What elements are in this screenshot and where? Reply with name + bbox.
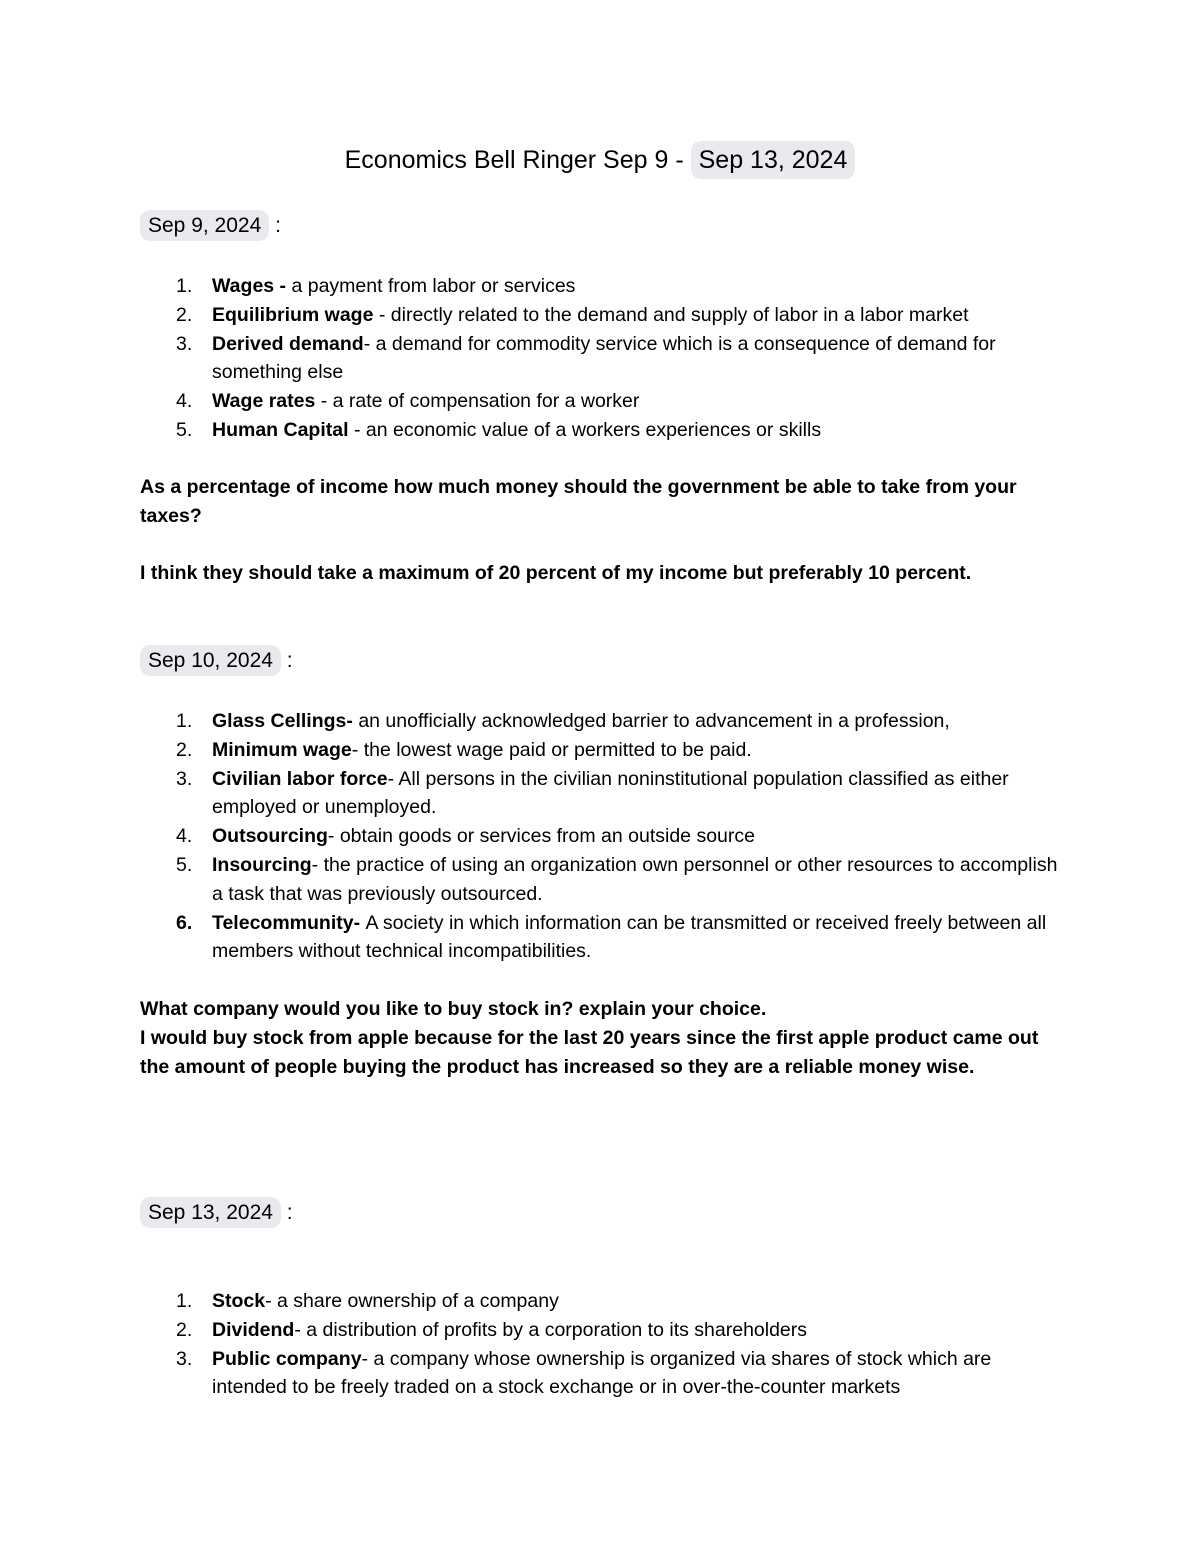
list-number: 5. — [176, 853, 193, 876]
definition: - a share ownership of a company — [265, 1290, 559, 1312]
section-date-heading — [140, 210, 281, 242]
definition: - obtain goods or services from an outside source — [327, 825, 755, 848]
definition: - All persons in the civilian noninstitutional population classified as either employed or unemployed. — [212, 767, 1009, 819]
list-number: 1. — [176, 275, 193, 297]
term: Wage rates — [212, 390, 316, 413]
date-suffix: : — [280, 649, 293, 672]
section-date-heading — [140, 1197, 293, 1229]
question: What company would you like to buy stock in? explain your choice. — [140, 998, 767, 1020]
list-item — [140, 851, 1070, 909]
list-item — [140, 909, 1070, 967]
title-text: Economics Bell Ringer Sep 9 - — [344, 146, 691, 174]
definition: A society in which information can be transmitted or received freely between all members without technical incompatibilities. — [212, 911, 1047, 963]
title-date-chip[interactable]: Sep 13, 2024 — [691, 141, 856, 179]
list-number: 4. — [176, 825, 193, 848]
list-item — [140, 1345, 1070, 1403]
term: Outsourcing — [212, 825, 328, 848]
list-item — [140, 736, 1070, 765]
term: Insourcing — [212, 853, 312, 876]
list-item — [140, 387, 1070, 416]
term-list — [140, 1287, 1070, 1402]
section-date-heading — [140, 645, 293, 677]
list-item — [140, 301, 1070, 330]
definition: a payment from labor or services — [291, 275, 576, 297]
list-item — [140, 272, 1070, 301]
term: Dividend — [212, 1318, 295, 1341]
definition: - the practice of using an organization own personnel or other resources to accomplish a task that was previously outsourced. — [212, 853, 1058, 905]
list-item — [140, 416, 1070, 445]
list-number: 4. — [176, 390, 193, 413]
term: Equilibrium wage — [212, 303, 374, 326]
term: Derived demand — [212, 332, 364, 355]
answer: I would buy stock from apple because for the last 20 years since the first apple product came out the amount of people buying the product has increased so they are a reliable money wise. — [140, 1027, 1039, 1078]
list-number: 5. — [176, 418, 193, 441]
date-chip[interactable]: Sep 13, 2024 — [140, 1197, 281, 1228]
term: Stock — [212, 1290, 266, 1312]
list-number: 1. — [176, 710, 193, 732]
term: Minimum wage — [212, 738, 352, 761]
term-list — [140, 707, 1070, 966]
list-number: 1. — [176, 1290, 193, 1312]
definition: an unofficially acknowledged barrier to advancement in a profession, — [358, 710, 950, 732]
document-title — [0, 140, 1200, 180]
term: Telecommunity- — [212, 911, 366, 934]
list-number: 3. — [176, 332, 193, 355]
definition: - a distribution of profits by a corporation to its shareholders — [294, 1318, 808, 1341]
term: Human Capital — [212, 418, 349, 441]
list-number: 2. — [176, 303, 193, 326]
list-item — [140, 330, 1070, 388]
list-number: 2. — [176, 1318, 193, 1341]
date-suffix: : — [280, 1201, 293, 1224]
definition: - directly related to the demand and supply of labor in a labor market — [373, 303, 969, 326]
definition: - a demand for commodity service which is a consequence of demand for something else — [212, 332, 996, 384]
list-number: 3. — [176, 1347, 193, 1370]
question: As a percentage of income how much money should the government be able to take from your taxes? — [140, 476, 1017, 527]
definition: - an economic value of a workers experiences or skills — [348, 418, 822, 441]
date-chip[interactable]: Sep 10, 2024 — [140, 645, 281, 676]
list-item — [140, 1316, 1070, 1345]
definition: - a company whose ownership is organized via shares of stock which are intended to be freely traded on a stock exchange or in over-the-counter markets — [212, 1347, 992, 1399]
list-number: 3. — [176, 767, 193, 790]
list-item — [140, 765, 1070, 823]
term: Glass Cellings- — [212, 710, 359, 732]
list-number: 2. — [176, 738, 193, 761]
definition: - a rate of compensation for a worker — [315, 390, 640, 413]
list-item — [140, 822, 1070, 851]
term-list — [140, 272, 1070, 445]
term: Wages - — [212, 275, 292, 297]
term: Civilian labor force — [212, 767, 388, 790]
list-item — [140, 707, 1070, 736]
term: Public company — [212, 1347, 362, 1370]
date-suffix: : — [269, 214, 281, 237]
list-number: 6. — [176, 911, 193, 934]
date-chip[interactable]: Sep 9, 2024 — [140, 210, 269, 241]
answer: I think they should take a maximum of 20 percent of my income but preferably 10 percent. — [140, 562, 972, 584]
definition: - the lowest wage paid or permitted to be paid. — [351, 738, 752, 761]
list-item — [140, 1287, 1070, 1316]
